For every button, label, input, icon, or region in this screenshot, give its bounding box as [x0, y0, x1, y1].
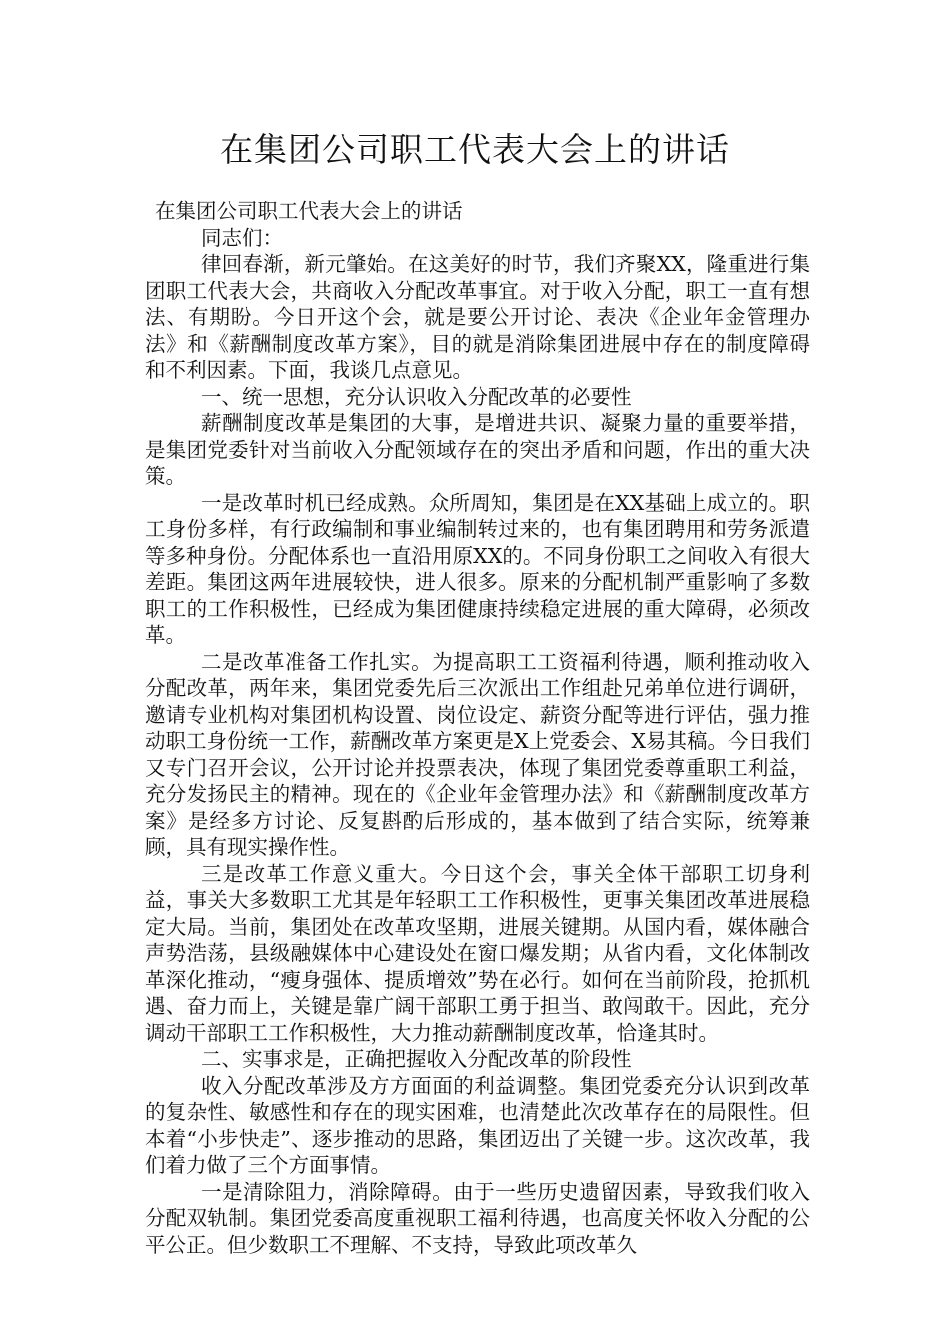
paragraph-opening: 律回春渐，新元肇始。在这美好的时节，我们齐聚XX，隆重进行集团职工代表大会，共商收入分配改革事宜。对于收入分配，职工一直有想法、有期盼。今日开这个会，就是要公开讨论、表决《企业年金管理办法》和《薪酬制度改革方案》，目的就是消除集团进展中存在的制度障碍和不利因素。下面，我谈几点意见。: [145, 252, 810, 382]
paragraph: 收入分配改革涉及方方面面的利益调整。集团党委充分认识到改革的复杂性、敏感性和存在的现实困难，也清楚此次改革存在的局限性。但本着“小步快走”、逐步推动的思路，集团迈出了关键一步。这次改革，我们着力做了三个方面事情。: [145, 1073, 810, 1177]
salutation: 同志们：: [201, 225, 283, 250]
document-subtitle: 在集团公司职工代表大会上的讲话: [155, 199, 463, 223]
section-heading-2: 二、实事求是，正确把握收入分配改革的阶段性: [201, 1047, 632, 1071]
paragraph: 薪酬制度改革是集团的大事，是增进共识、凝聚力量的重要举措，是集团党委针对当前收入分配领域存在的突出矛盾和问题，作出的重大决策。: [145, 411, 810, 488]
paragraph: 一是改革时机已经成熟。众所周知，集团是在XX基础上成立的。职工身份多样，有行政编制和事业编制转过来的，也有集团聘用和劳务派遣等多种身份。分配体系也一直沿用原XX的。不同身份职工之间收入有很大差距。集团这两年进展较快，进人很多。原来的分配机制严重影响了多数职工的工作积极性，已经成为集团健康持续稳定进展的重大障碍，必须改革。: [145, 490, 810, 647]
paragraph: 一是清除阻力，消除障碍。由于一些历史遗留因素，导致我们收入分配双轨制。集团党委高度重视职工福利待遇，也高度关怀收入分配的公平公正。但少数职工不理解、不支持，导致此项改革久: [145, 1179, 810, 1257]
document-body: [145, 198, 810, 1258]
paragraph: 三是改革工作意义重大。今日这个会，事关全体干部职工切身利益，事关大多数职工尤其是年轻职工工作积极性，更事关集团改革进展稳定大局。当前，集团处在改革攻坚期，进展关键期。从国内看，媒体融合声势浩荡，县级融媒体中心建设处在窗口爆发期；从省内看，文化体制改革深化推动，“瘦身强体、提质增效”势在必行。如何在当前阶段，抢抓机遇、奋力而上，关键是靠广阔干部职工勇于担当、敢闯敢干。因此，充分调动干部职工工作积极性，大力推动薪酬制度改革，恰逢其时。: [145, 861, 810, 1045]
section-heading-1: 一、统一思想，充分认识收入分配改革的必要性: [201, 384, 632, 409]
document-title: 在集团公司职工代表大会上的讲话: [220, 130, 730, 169]
paragraph: 二是改革准备工作扎实。为提高职工工资福利待遇，顺利推动收入分配改革，两年来，集团党委先后三次派出工作组赴兄弟单位进行调研，邀请专业机构对集团机构设置、岗位设定、薪资分配等进行评估，强力推动职工身份统一工作，薪酬改革方案更是X上党委会、X易其稿。今日我们又专门召开会议，公开讨论并投票表决，体现了集团党委尊重职工利益，充分发扬民主的精神。现在的《企业年金管理办法》和《薪酬制度改革方案》是经多方讨论、反复斟酌后形成的，基本做到了结合实际，统筹兼顾，具有现实操作性。: [145, 649, 810, 859]
